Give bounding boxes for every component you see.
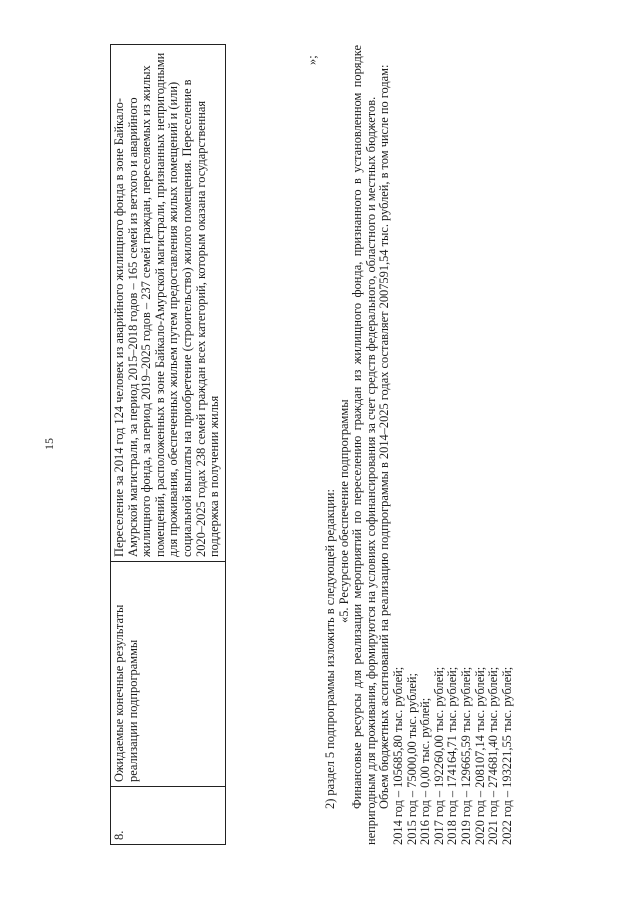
list-item: 2016 год – 0,00 тыс. рублей; — [418, 697, 433, 845]
row-label-cell: Ожидаемые конечные результаты реализации подпрограммы — [111, 562, 226, 787]
list-item: 2022 год – 193221,55 тыс. рублей; — [499, 666, 514, 845]
table-closing-mark: »; — [305, 55, 319, 65]
body-text — [324, 45, 514, 845]
expected-results-table — [110, 44, 226, 845]
list-item: 2018 год – 174164,71 тыс. рублей; — [445, 666, 460, 845]
table-row — [111, 45, 226, 845]
list-item: 2019 год – 129665,59 тыс. рублей; — [458, 666, 473, 845]
list-item: 2015 год – 75000,00 тыс. рублей; — [404, 673, 419, 845]
item-intro: 2) раздел 5 подпрограммы изложить в следующей редакции: — [323, 489, 337, 809]
row-content-cell: Переселение за 2014 год 124 человек из аварийного жилищного фонда в зоне Байкало-Амурской магистрали, за период 2015–2018 годов – 165 семей из ветхого и аварийного жилищного фонда, за период 2019–2025 годов – 237 семей граждан, переселяемых из жилых помещений, расположенных в зоне Байкало-Амурской магистрали, признанных непригодными для проживания, обеспеченных жильем путем предоставления жилых помещений и (или) социальной выплаты на приобретение (строительство) жилого помещения. Переселение в 2020–2025 годах 238 семей граждан всех категорий, которым оказана государственная поддержка в получении жилья — [111, 45, 226, 562]
budget-years-list — [392, 45, 514, 845]
row-number-cell: 8. — [111, 787, 226, 845]
list-item: 2017 год – 192260,00 тыс. рублей; — [431, 666, 446, 845]
list-item: 2021 год – 274681,40 тыс. рублей; — [486, 666, 501, 845]
document-sheet — [110, 45, 630, 845]
budget-paragraph: Объем бюджетных ассигнований на реализацию подпрограммы в 2014–2025 годах составляет 2007591,54 тыс. рублей, в том числе по годам: — [377, 64, 392, 809]
financing-paragraph: Финансовые ресурсы для реализации мероприятий по переселению граждан из жилищного фонда, признанного в установленном порядке непригодным для проживания, формируются на условиях софинансирования за счет средств федерального, областного и местных бюджетов. — [350, 45, 378, 845]
list-item: 2014 год – 105685,80 тыс. рублей; — [390, 666, 405, 845]
page-number: 15 — [42, 438, 56, 450]
list-item: 2020 год – 208107,14 тыс. рублей; — [472, 666, 487, 845]
section-heading: «5. Ресурсное обеспечение подпрограммы — [336, 399, 351, 623]
